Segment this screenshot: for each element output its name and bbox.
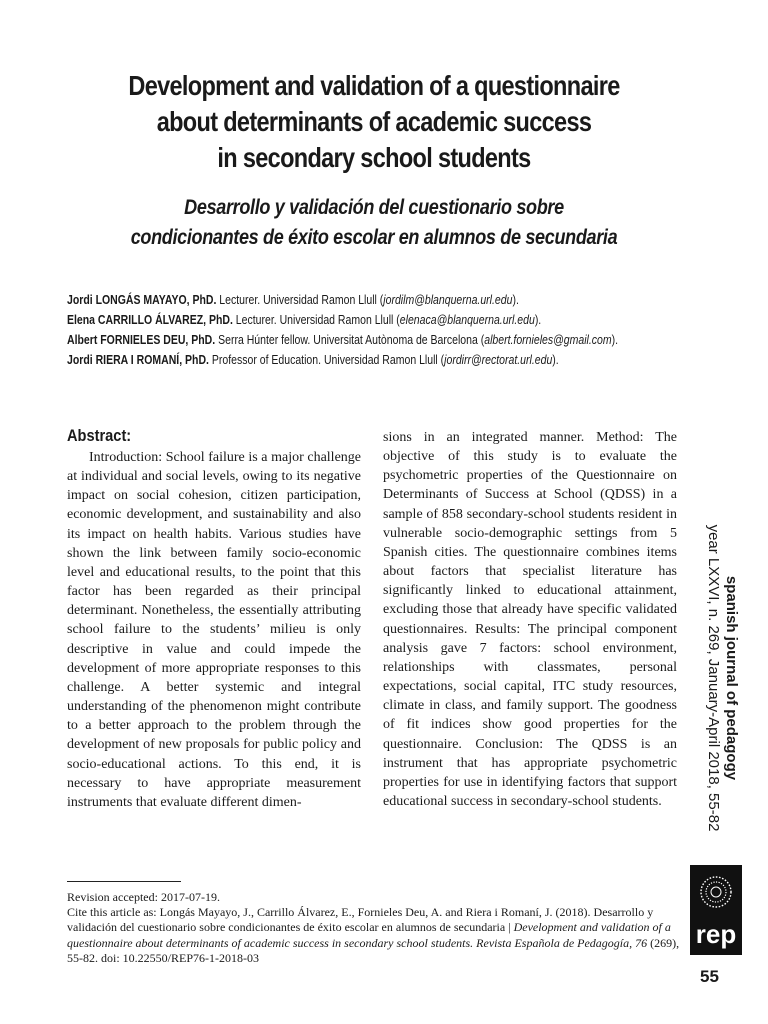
article-title [110,68,638,176]
article-subtitle-spanish [87,193,661,253]
footnote-divider [67,881,181,882]
rep-logo-icon [690,865,742,955]
journal-logo [690,865,742,955]
author-affiliation: Professor of Education. Universidad Ramon Llull ( [211,353,445,367]
author-affiliation: Lecturer. Universidad Ramon Llull ( [219,293,384,307]
author-list [67,290,655,370]
abstract-column-left [67,448,361,812]
title-line: in secondary school students [217,142,531,173]
abstract-column-right [383,428,677,811]
abstract-heading: Abstract: [67,426,132,445]
citation [67,905,687,966]
abstract-text-part1: Introduction: School failure is a major challenge at individual and social levels, owing to its negative impact on social cohesion, citizen participation, economic development, and sustainability and also its impact on health habits. Various studies have shown the link between family socio-economic level and educational results, to the point that this factor has been regarded as their principal determinant. Nonetheless, the essentially attributing school failure to the students’ milieu is only descriptive in value and could impede the development of more appropriate responses to this challenge. A better systemic and integral understanding of the phenomenon might contribute to a better approach to the problem through the development of new proposals for public policy and socio-educational actions. To this end, it is necessary to have appropriate measurement instruments that evaluate different dimen- [67,450,361,810]
author-email[interactable]: albert.fornieles@gmail.com [484,333,612,347]
author-affiliation-end: ). [552,353,559,367]
journal-side-banner [704,498,740,858]
journal-name: spanish journal of pedagogy [723,575,740,781]
subtitle-line: condicionantes de éxito escolar en alumnos de secundaria [130,226,618,249]
author-name: Elena CARRILLO ÁLVAREZ, PhD. [67,313,233,327]
page-number: 55 [700,967,719,986]
author-affiliation-end: ). [611,333,619,347]
author-affiliation-end: ). [512,293,519,307]
logo-text: rep [695,919,737,949]
title-line: Development and validation of a questionnaire [128,70,620,101]
author-affiliation-end: ). [534,313,542,327]
author-email[interactable]: jordilm@blanquerna.url.edu [383,293,513,307]
title-line: about determinants of academic success [156,106,592,137]
journal-issue: year LXXVI, n. 269, January-April 2018, 55-82 [705,524,722,832]
abstract-text-part2: sions in an integrated manner. Method: The objective of this study is to evaluate the psychometric properties of the Questionnaire on Determinants of Success at School (QDSS) in a sample of 858 secondary-school students resident in vulnerable socio-demographic settings from 5 Spanish cities. The questionnaire combines items about factors that specialist literature has significantly linked to educational attainment, excluding those that already have specific validated questionnaires. Results: The principal component analysis gave 7 factors: school environment, relationships with classmates, personal expectations, social capital, ITC study resources, climate in class, and family support. The goodness of fit indices show good properties for the questionnaire. Conclusion: The QDSS is an instrument that has appropriate psychometric properties for use in identifying factors that support educational success in secondary-school students. [383,430,677,809]
subtitle-line: Desarrollo y validación del cuestionario sobre [184,196,564,219]
citation-end: (269), 55-82. doi: 10.22550/REP76-1-2018-03 [67,935,680,965]
author-entry [67,310,655,330]
author-affiliation: Serra Húnter fellow. Universitat Autònoma de Barcelona ( [218,333,485,347]
author-name: Jordi RIERA I ROMANÍ, PhD. [67,353,209,367]
author-affiliation: Lecturer. Universidad Ramon Llull ( [235,313,400,327]
revision-date: Revision accepted: 2017-07-19. [67,890,220,904]
footnote [67,890,687,966]
author-name: Jordi LONGÁS MAYAYO, PhD. [67,293,217,307]
citation-english-title: Development and validation of a questionnaire about determinants of academic success in secondary school students. Revista Española de Pedagogía, 76 [67,920,671,950]
author-name: Albert FORNIELES DEU, PhD. [67,333,216,347]
author-entry [67,290,655,310]
citation-prefix: Cite this article as: Longás Mayayo, J., Carrillo Álvarez, E., Fornieles Deu, A. and Riera i Romaní, J. (2018). Desarrollo y validación del cuestionario sobre condicionantes de éxito escolar en alumnos de secundaria | [67,905,654,935]
author-email[interactable]: jordirr@rectorat.url.edu [444,353,553,367]
author-entry [67,350,655,370]
author-entry [67,330,655,350]
author-email[interactable]: elenaca@blanquerna.url.edu [399,313,535,327]
